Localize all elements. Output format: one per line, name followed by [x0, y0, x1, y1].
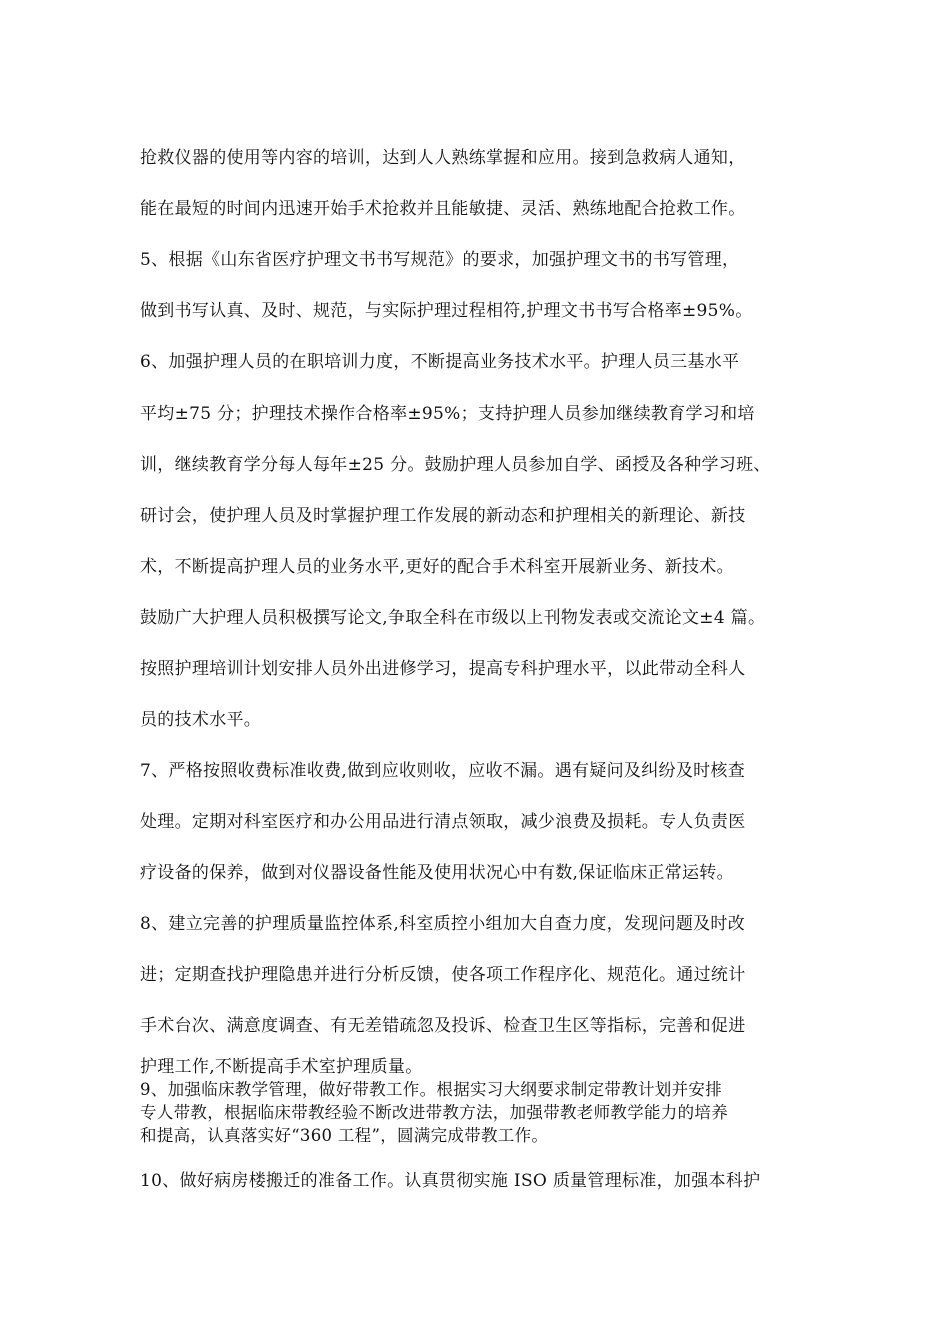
text-line: 鼓励广大护理人员积极撰写论文,争取全科在市级以上刊物发表或交流论文±4 篇。 — [140, 608, 766, 628]
text-line: 疗设备的保养，做到对仪器设备性能及使用状况心中有数,保证临床正常运转。 — [140, 863, 734, 883]
text-line: 9、加强临床教学管理，做好带教工作。根据实习大纲要求制定带教计划并安排 — [140, 1080, 722, 1099]
text-line: 和提高，认真落实好“360 工程”，圆满完成带教工作。 — [140, 1126, 549, 1145]
text-line: 专人带教，根据临床带教经验不断改进带教方法，加强带教老师教学能力的培养 — [140, 1103, 728, 1122]
text-line: 训，继续教育学分每人每年±25 分。鼓励护理人员参加自学、函授及各种学习班、 — [140, 455, 771, 475]
text-line: 护理工作,不断提高手术室护理质量。 — [140, 1057, 423, 1077]
text-line: 5、根据《山东省医疗护理文书书写规范》的要求，加强护理文书的书写管理， — [140, 250, 740, 270]
text-line: 术，不断提高护理人员的业务水平,更好的配合手术科室开展新业务、新技术。 — [140, 557, 734, 577]
text-line: 进；定期查找护理隐患并进行分析反馈，使各项工作程序化、规范化。通过统计 — [140, 965, 746, 985]
text-line: 平均±75 分；护理技术操作合格率±95%；支持护理人员参加继续教育学习和培 — [140, 404, 755, 424]
text-line: 8、建立完善的护理质量监控体系,科室质控小组加大自查力度，发现问题及时改 — [140, 914, 746, 934]
text-line: 员的技术水平。 — [140, 710, 262, 730]
text-line: 10、做好病房楼搬迁的准备工作。认真贯彻实施 ISO 质量管理标准，加强本科护 — [140, 1171, 761, 1191]
text-line: 6、加强护理人员的在职培训力度，不断提高业务技术水平。护理人员三基水平 — [140, 352, 740, 372]
text-line: 能在最短的时间内迅速开始手术抢救并且能敏捷、灵活、熟练地配合抢救工作。 — [140, 199, 746, 219]
text-line: 抢救仪器的使用等内容的培训，达到人人熟练掌握和应用。接到急救病人通知， — [140, 148, 746, 168]
text-line: 做到书写认真、及时、规范，与实际护理过程相符,护理文书书写合格率±95%。 — [140, 301, 753, 321]
text-line: 处理。定期对科室医疗和办公用品进行清点领取，减少浪费及损耗。专人负责医 — [140, 812, 746, 832]
text-line: 7、严格按照收费标准收费,做到应收则收，应收不漏。遇有疑问及纠纷及时核查 — [140, 761, 746, 781]
text-line: 手术台次、满意度调查、有无差错疏忽及投诉、检查卫生区等指标，完善和促进 — [140, 1016, 746, 1036]
text-line: 按照护理培训计划安排人员外出进修学习，提高专科护理水平，以此带动全科人 — [140, 659, 746, 679]
text-line: 研讨会，使护理人员及时掌握护理工作发展的新动态和护理相关的新理论、新技 — [140, 506, 746, 526]
